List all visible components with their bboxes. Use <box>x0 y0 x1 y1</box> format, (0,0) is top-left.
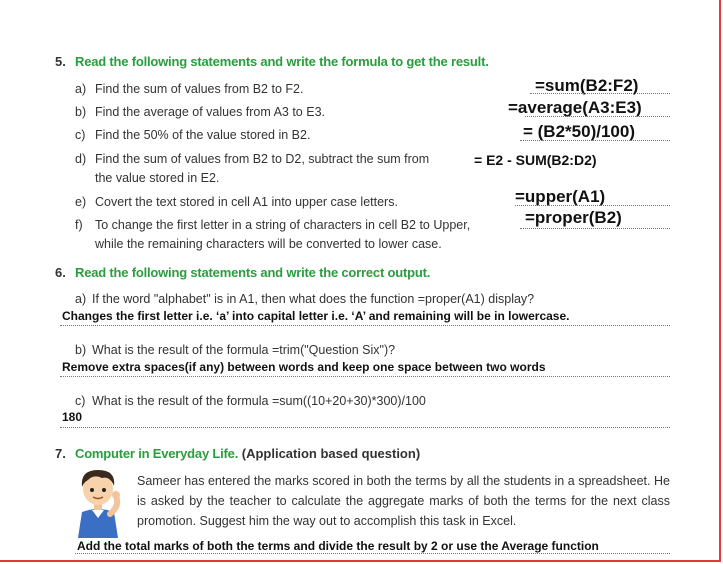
q7-paragraph: Sameer has entered the marks scored in both the terms by all the students in a spreadsheet. He is asked by the teacher to calculate the aggregate marks of both the terms for the next class promotion. Suggest him the way out to accomplish this task in Excel. <box>137 474 670 528</box>
answer-line <box>525 116 670 117</box>
q5-e-label: e) <box>75 195 87 209</box>
question-7-subheading: (Application based question) <box>241 446 421 461</box>
q6-b-answer: Remove extra spaces(if any) between words and keep one space between two words <box>62 360 546 374</box>
q5-c-text: Find the 50% of the value stored in B2. <box>95 128 311 142</box>
q6-c-text: What is the result of the formula =sum((10+20+30)*300)/100 <box>92 394 426 408</box>
answer-line <box>75 553 670 554</box>
q5-b-answer: =average(A3:E3) <box>508 98 642 117</box>
q5-f-text: To change the first letter in a string of characters in cell B2 to Upper, <box>95 218 471 232</box>
q5-d-label: d) <box>75 152 87 166</box>
question-6-number: 6. <box>55 265 66 280</box>
q5-f-label: f) <box>75 218 83 232</box>
q6-c-answer: 180 <box>62 410 83 424</box>
question-5-heading: Read the following statements and write the formula to get the result. <box>75 54 489 69</box>
q6-b-text: What is the result of the formula =trim("Question Six")? <box>92 343 396 357</box>
q5-c-label: c) <box>75 128 86 142</box>
q5-f-text-line2: while the remaining characters will be converted to lower case. <box>95 237 442 251</box>
q5-b-label: b) <box>75 105 87 119</box>
q5-d-text-line2: the value stored in E2. <box>95 171 220 185</box>
q6-b-label: b) <box>75 343 87 357</box>
q5-e-answer: =upper(A1) <box>515 187 606 206</box>
question-7-number: 7. <box>55 446 66 461</box>
q5-c-answer: = (B2*50)/100) <box>523 122 635 141</box>
q5-a-label: a) <box>75 82 87 96</box>
q5-a-text: Find the sum of values from B2 to F2. <box>95 82 304 96</box>
answer-line <box>520 140 670 141</box>
q5-f-answer: =proper(B2) <box>525 208 622 227</box>
q5-a-answer: =sum(B2:F2) <box>535 76 639 95</box>
q5-e-text: Covert the text stored in cell A1 into upper case letters. <box>95 195 398 209</box>
answer-line <box>60 376 670 377</box>
q5-b-text: Find the average of values from A3 to E3. <box>95 105 325 119</box>
question-5-number: 5. <box>55 54 66 69</box>
q5-d-text: Find the sum of values from B2 to D2, subtract the sum from <box>95 152 430 166</box>
answer-line <box>60 427 670 428</box>
question-7-heading-wrap <box>75 446 420 461</box>
question-6-heading: Read the following statements and write the correct output. <box>75 265 431 280</box>
q6-a-answer: Changes the first letter i.e. ‘a’ into capital letter i.e. ‘A’ and remaining will be in lowercase. <box>62 309 570 323</box>
answer-line <box>520 228 670 229</box>
student-illustration <box>66 462 130 538</box>
q5-d-answer: = E2 - SUM(B2:D2) <box>474 152 597 168</box>
q6-c-label: c) <box>75 394 86 408</box>
answer-line <box>60 325 670 326</box>
q6-a-text: If the word "alphabet" is in A1, then what does the function =proper(A1) display? <box>92 292 535 306</box>
answer-line <box>530 93 670 94</box>
question-7-heading: Computer in Everyday Life. <box>75 446 239 461</box>
q6-a-label: a) <box>75 292 87 306</box>
q7-answer: Add the total marks of both the terms and divide the result by 2 or use the Average function <box>77 539 599 553</box>
answer-line <box>515 205 670 206</box>
